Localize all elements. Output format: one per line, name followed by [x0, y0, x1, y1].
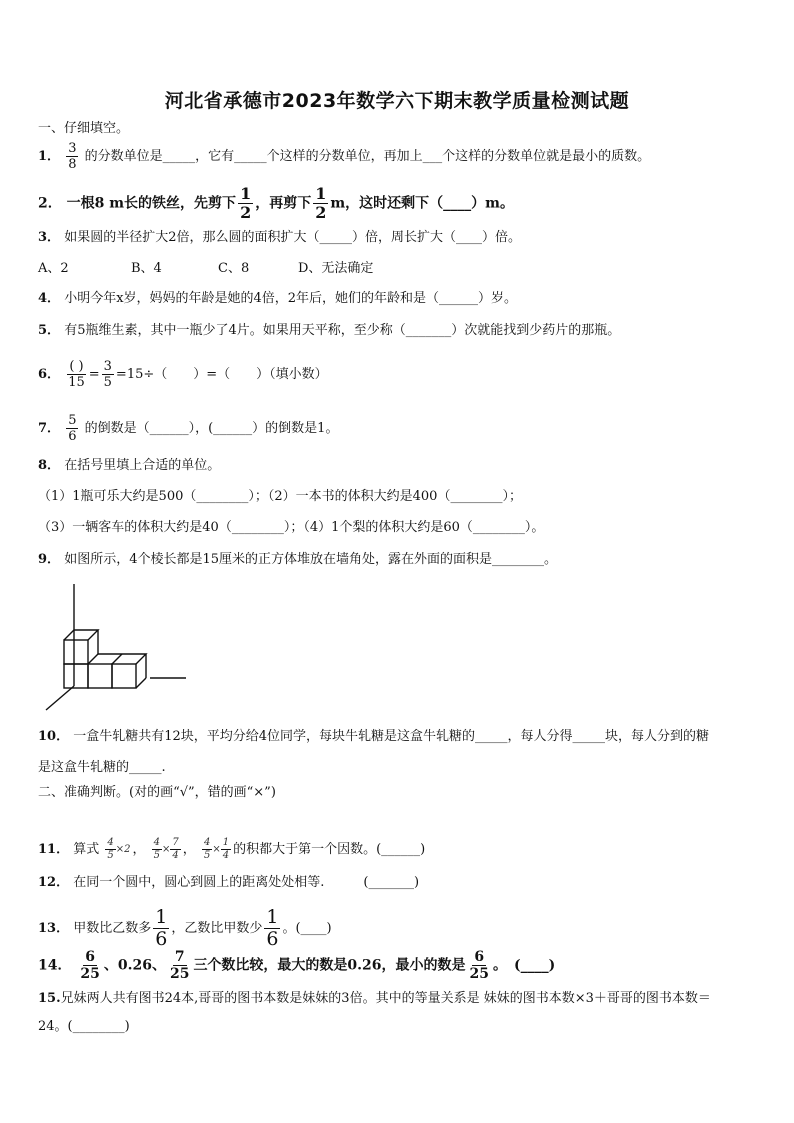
- q-number: 6．: [38, 367, 61, 382]
- q-number: 2．: [38, 195, 62, 212]
- q-number: 10．: [38, 729, 70, 744]
- fraction: $\frac{1}{6}$: [266, 906, 279, 950]
- q-number: 13．: [38, 921, 70, 936]
- q-number: 15.: [38, 991, 61, 1006]
- q-text: 兄妹两人共有图书24本,哥哥的图书本数是妹妹的3倍。其中的等量关系是 妹妹的图书本数×3＋哥哥的图书本数＝: [60, 991, 711, 1006]
- q-text: 在括号里填上合适的单位。: [64, 458, 221, 473]
- question-2: [38, 186, 764, 221]
- q-text: 的积都大于第一个因数。(______): [233, 842, 426, 857]
- question-3: [38, 229, 764, 247]
- question-8-part-b: （3）一辆客车的体积大约是40（________）；（4）1个梨的体积大约是60（________）。: [38, 520, 545, 535]
- question-10-cont: 是这盒牛轧糖的_____.: [38, 760, 166, 775]
- expression-a: $\frac{4}{5}$ ×2: [107, 837, 131, 861]
- question-10: [38, 728, 764, 746]
- q-text: 甲数比乙数多: [73, 921, 152, 936]
- question-14: 14． $\frac{6}{25}$ 、0.26、 $\frac{7}{25}$ 三个数比较，最大的数是0.26，最小的数是 $\frac{6}{25}$ 。 (____): [38, 949, 556, 982]
- question-7: [38, 414, 764, 443]
- fraction: $\frac{7}{25}$: [169, 949, 190, 982]
- question-8-part-a: （1）1瓶可乐大约是500（________）；（2）一本书的体积大约是400（________）；: [38, 489, 522, 504]
- q-number: 12．: [38, 875, 70, 890]
- q-number: 8．: [38, 458, 61, 473]
- q-number: 11．: [38, 842, 70, 857]
- question-5: [38, 322, 764, 340]
- q-number: 3．: [38, 230, 61, 245]
- fraction: $\frac{1}{6}$: [155, 906, 168, 950]
- question-11: 11． 算式 $\frac{4}{5}$ ×2 ， $\frac{4}{5}$ × $\frac{7}{4}$ ， $\frac{4}{5}$ × $\frac{1}{4}$ 的积都大于第一个因数。(______): [38, 837, 426, 861]
- q-number: 9．: [38, 552, 61, 567]
- fraction: $\frac{5}{6}$: [68, 413, 77, 444]
- q-text: 如图所示，4个棱长都是15厘米的正方体堆放在墙角处，露在外面的面积是________。: [64, 552, 558, 567]
- option-d: D、无法确定: [298, 261, 374, 276]
- fraction: $\frac{( )}{15}$: [68, 359, 85, 390]
- q-text: 的倒数是（______），(______）的倒数是1。: [84, 421, 339, 436]
- q-text: 。(____): [282, 921, 332, 936]
- q-text: 小明今年x岁，妈妈的年龄是她的4倍，2年后，她们的年龄和是（______）岁。: [64, 291, 518, 306]
- expression-b: $\frac{4}{5}$ × $\frac{7}{4}$: [153, 837, 179, 861]
- question-12: [38, 874, 764, 892]
- q-number: 14．: [38, 957, 72, 974]
- fraction: $\frac{3}{5}$: [103, 359, 112, 390]
- page-title: 河北省承德市2023年数学六下期末教学质量检测试题: [164, 90, 630, 112]
- fraction: $\frac{3}{8}$: [68, 141, 77, 172]
- q-text: 在同一个圆中，圆心到圆上的距离处处相等. (_______): [73, 875, 420, 890]
- fraction: $\frac{6}{25}$: [80, 949, 100, 982]
- fraction: $\frac{1}{2}$: [240, 184, 252, 222]
- section-heading-judge: 二、准确判断。(对的画“√”，错的画“×”): [38, 785, 276, 800]
- question-4: [38, 290, 764, 308]
- section-heading-fill: 一、仔细填空。: [38, 121, 130, 136]
- option-a: A、2: [38, 261, 69, 276]
- q-text: ，再剪下: [255, 195, 312, 212]
- fraction: $\frac{6}{25}$: [469, 949, 490, 982]
- q-number: 4．: [38, 291, 61, 306]
- question-8: [38, 457, 764, 475]
- q-text: ，乙数比甲数少: [171, 921, 263, 936]
- q-text: m，这时还剩下（____）m。: [330, 195, 514, 212]
- q-text: 如果圆的半径扩大2倍，那么圆的面积扩大（_____）倍，周长扩大（____）倍。: [64, 230, 521, 245]
- fraction: $\frac{1}{2}$: [315, 184, 327, 222]
- question-1: [38, 142, 764, 171]
- q-text: 有5瓶维生素，其中一瓶少了4片。如果用天平称，至少称（_______）次就能找到少药片的那瓶。: [64, 323, 621, 338]
- q-number: 7．: [38, 421, 61, 436]
- question-3-options: [38, 260, 764, 278]
- question-15-cont: 24。(________): [38, 1019, 130, 1034]
- q-number: 5．: [38, 323, 61, 338]
- question-6: 6． $\frac{( )}{15}$ = $\frac{3}{5}$ =15÷（ ）=（ ）（填小数）: [38, 359, 328, 390]
- q-text: 一盒牛轧糖共有12块，平均分给4位同学，每块牛轧糖是这盒牛轧糖的_____，每人分得_____块，每人分到的糖: [73, 729, 710, 744]
- q-text: 算式: [73, 842, 100, 857]
- option-b: B、4: [131, 261, 162, 276]
- q-text: 的分数单位是_____，它有_____个这样的分数单位，再加上___个这样的分数单位就是最小的质数。: [84, 149, 651, 164]
- q-number: 1．: [38, 149, 61, 164]
- expression-c: $\frac{4}{5}$ × $\frac{1}{4}$: [203, 837, 230, 861]
- q-text: =15÷（ ）=（ ）（填小数）: [115, 367, 328, 382]
- cube-corner-figure: [38, 582, 198, 712]
- question-15: [38, 990, 764, 1008]
- option-c: C、8: [218, 261, 250, 276]
- question-13: [38, 908, 764, 949]
- q-text: 一根8 m长的铁丝，先剪下: [66, 195, 237, 212]
- question-9: [38, 551, 764, 569]
